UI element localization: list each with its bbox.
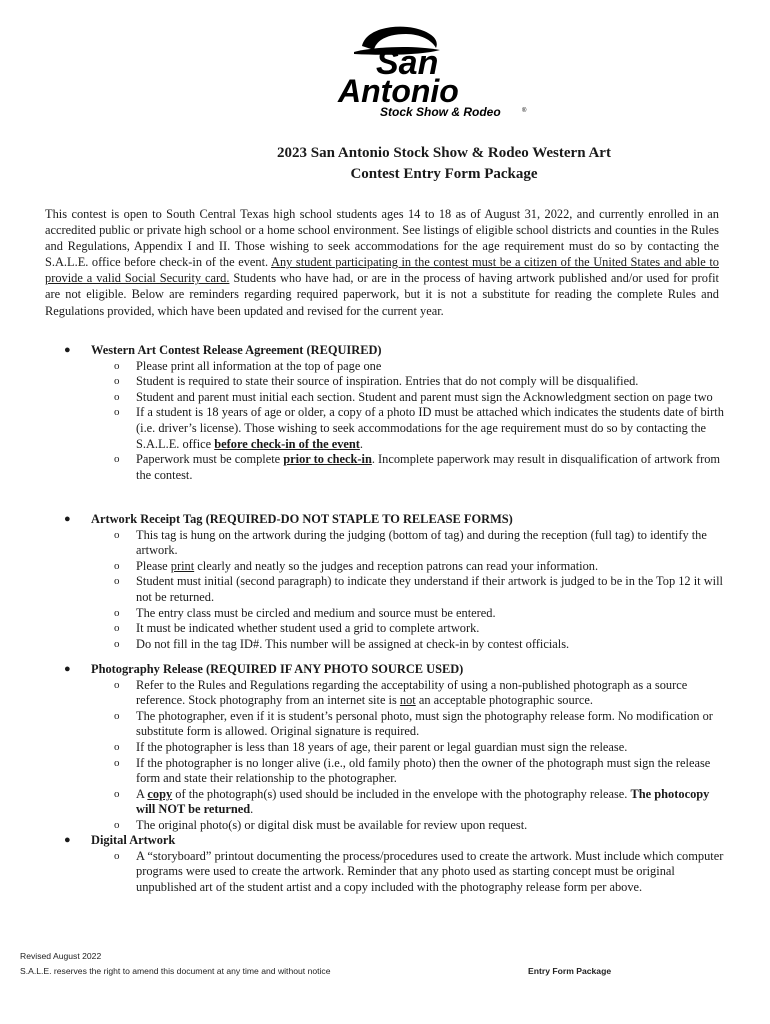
list-item: o The photographer, even if it is student’s personal photo, must sign the photography release form. No modification or substitute form is allowed. Original signature is required. <box>114 708 713 739</box>
svg-text:Stock Show & Rodeo: Stock Show & Rodeo <box>380 105 501 119</box>
bullet-icon: ● <box>64 834 71 846</box>
list-item: o If the photographer is no longer alive (i.e., old family photo) then the owner of the photograph must sign the release form and state their relationship to the photographer. <box>114 755 711 786</box>
list-item: o A copy of the photograph(s) used should be included in the envelope with the photography release. The photocopy will NOT be returned. <box>114 786 710 817</box>
bullet-icon: ● <box>64 663 71 675</box>
list-item: o Do not fill in the tag ID#. This number will be assigned at check-in by contest officials. <box>114 636 570 651</box>
list-item: o Refer to the Rules and Regulations regarding the acceptability of using a non-published photograph as a source reference. Stock photography from an internet site is not an acceptable photographic source. <box>114 677 688 708</box>
list-item: o This tag is hung on the artwork during the judging (bottom of tag) and during the reception (full tag) to identify the artwork. <box>114 527 707 558</box>
svg-text:Antonio: Antonio <box>338 73 459 109</box>
footer-notice: S.A.L.E. reserves the right to amend this document at any time and without notice <box>20 966 331 976</box>
svg-text:San: San <box>376 44 439 82</box>
list-item: o If the photographer is less than 18 years of age, their parent or legal guardian must sign the release. <box>114 739 628 754</box>
intro-paragraph: This contest is open to South Central Texas high school students ages 14 to 18 as of August 31, 2022, and currently enrolled in an accredited public or private high school or a home school environment. See listings of eligible school districts and counties in the Rules and Regulations, Appendix I and II. Those wishing to seek accommodations for the age requirement must do so by contacting the S.A.L.E. office before check-in of the event. Any student participating in the contest must be a citizen of the United States and able to provide a valid Social Security card. Students who have had, or are in the process of having artwork published and/or used for profit are not eligible. Below are reminders regarding required paperwork, but it is not a substitute for reading the complete Rules and Regulations provided, which have been updated and revised for the current year. <box>45 207 719 318</box>
section-heading: Artwork Receipt Tag (REQUIRED-DO NOT STAPLE TO RELEASE FORMS) <box>91 512 513 526</box>
document-title-line-2: Contest Entry Form Package <box>350 166 538 182</box>
list-item: o Please print clearly and neatly so the judges and reception patrons can read your information. <box>114 558 599 573</box>
list-item: o The original photo(s) or digital disk must be available for review upon request. <box>114 817 528 832</box>
document-title-line-1: 2023 San Antonio Stock Show & Rodeo Western Art <box>277 145 611 161</box>
svg-text:®: ® <box>522 108 527 114</box>
list-item: o Please print all information at the top of page one <box>114 358 382 373</box>
section-heading: Photography Release (REQUIRED IF ANY PHOTO SOURCE USED) <box>91 662 464 676</box>
bullet-icon: ● <box>64 344 71 356</box>
list-item: o If a student is 18 years of age or older, a copy of a photo ID must be attached which indicates the students date of birth (i.e. driver’s license). Those wishing to seek accommodations for the age requirement must do so by contacting the S.A.L.E. office before check-in of the event. <box>114 405 724 451</box>
list-item: o Student must initial (second paragraph) to indicate they understand if their artwork is judged to be in the Top 12 it will not be returned. <box>114 574 723 604</box>
bullet-icon: ● <box>64 513 71 525</box>
footer-label: Entry Form Package <box>528 966 612 976</box>
section-heading: Western Art Contest Release Agreement (REQUIRED) <box>91 343 382 357</box>
san-antonio-stock-show-logo <box>336 24 532 120</box>
list-item: o Paperwork must be complete prior to check-in. Incomplete paperwork may result in disqualification of artwork from the contest. <box>114 452 721 482</box>
list-item: o Student is required to state their source of inspiration. Entries that do not comply will be disqualified. <box>114 374 639 389</box>
list-item: o Student and parent must initial each section. Student and parent must sign the Acknowledgment section on page two <box>114 389 713 404</box>
footer-revised-date: Revised August 2022 <box>20 951 102 961</box>
list-item: o The entry class must be circled and medium and source must be entered. <box>114 605 496 620</box>
list-item: o It must be indicated whether student used a grid to complete artwork. <box>114 621 480 636</box>
list-item: o A “storyboard” printout documenting the process/procedures used to create the artwork. Must include which computer programs were used to create the artwork. Reminder that any photo used as starting concept must be original unpublished art of the student artist and a copy included with the photography release form per above. <box>114 848 724 894</box>
section-heading: Digital Artwork <box>91 833 176 847</box>
